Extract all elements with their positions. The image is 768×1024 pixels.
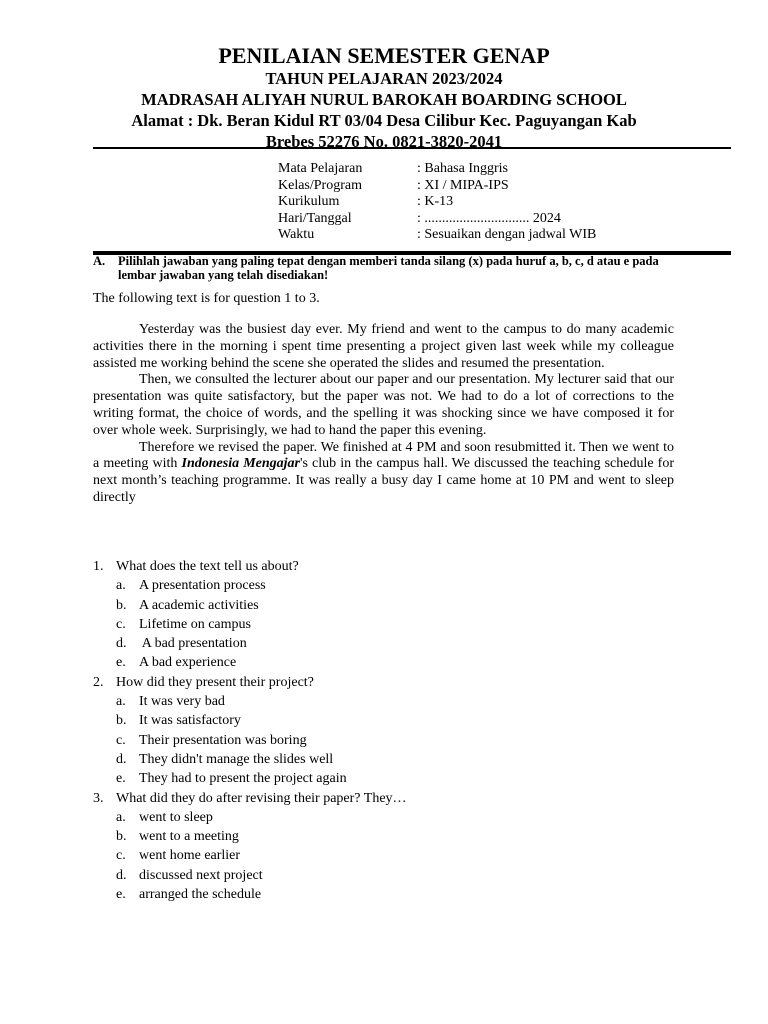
exam-info-value: : .............................. 2024 — [417, 210, 561, 226]
option-text: It was very bad — [139, 694, 225, 710]
exam-info-label: Hari/Tanggal — [278, 210, 352, 226]
question-number: 3. — [93, 790, 104, 806]
exam-info-row — [278, 161, 596, 178]
option-text: went to a meeting — [139, 829, 239, 845]
exam-info-table — [278, 161, 596, 244]
exam-info-row — [278, 227, 596, 244]
reading-passage — [93, 322, 674, 507]
question — [93, 557, 693, 576]
answer-option — [93, 866, 693, 885]
option-letter: a. — [116, 578, 126, 594]
option-letter: b. — [116, 829, 127, 845]
answer-option — [93, 692, 693, 711]
question-text: How did they present their project? — [116, 674, 314, 690]
answer-option — [93, 750, 693, 769]
option-letter: c. — [116, 848, 126, 864]
instruction-text: Pilihlah jawaban yang paling tepat dengan memberi tanda silang (x) pada huruf a, b, c, d atau e pada lembar jawaban yang telah disediakan! — [118, 254, 659, 282]
option-text: discussed next project — [139, 867, 263, 883]
academic-year: TAHUN PELAJARAN 2023/2024 — [265, 69, 503, 88]
option-letter: e. — [116, 771, 126, 787]
exam-info-row — [278, 178, 596, 195]
passage-lead: The following text is for question 1 to 3. — [93, 291, 320, 306]
option-letter: e. — [116, 655, 126, 671]
option-text: went home earlier — [139, 848, 241, 864]
exam-info-label: Kelas/Program — [278, 177, 362, 193]
option-letter: e. — [116, 887, 126, 903]
passage-paragraph: Then, we consulted the lecturer about our paper and our presentation. My lecturer said that our presentation was quite satisfactory, but the paper was not. We had to do a lot of corrections to the writing format, the choice of words, and the spelling it was shocking since we have composed it for over whole week. Surprisingly, we had to hand the paper this evening. — [93, 372, 674, 438]
answer-option — [93, 576, 693, 595]
option-letter: d. — [116, 867, 127, 883]
answer-option — [93, 827, 693, 846]
header-divider — [93, 147, 731, 149]
option-letter: c. — [116, 732, 126, 748]
exam-header — [0, 42, 768, 152]
exam-info-value: : Bahasa Inggris — [417, 161, 508, 176]
answer-option — [93, 634, 693, 653]
option-text: It was satisfactory — [139, 713, 241, 729]
answer-option — [93, 615, 693, 634]
exam-info-value: : K-13 — [417, 194, 454, 210]
question-list — [93, 557, 693, 904]
question-text: What does the text tell us about? — [116, 559, 299, 574]
exam-info-label: Mata Pelajaran — [278, 161, 363, 176]
option-text: A bad experience — [139, 655, 237, 671]
school-name: MADRASAH ALIYAH NURUL BAROKAH BOARDING SCHOOL — [141, 90, 627, 109]
exam-info-row — [278, 194, 596, 211]
school-address-line2: Brebes 52276 No. 0821-3820-2041 — [265, 132, 503, 151]
question-text: What did they do after revising their paper? They… — [116, 790, 407, 806]
option-letter: a. — [116, 809, 126, 825]
answer-option — [93, 846, 693, 865]
answer-option — [93, 653, 693, 672]
option-letter: b. — [116, 597, 127, 613]
answer-option — [93, 731, 693, 750]
passage-paragraph — [93, 440, 674, 507]
option-text: went to sleep — [139, 809, 213, 825]
exam-info-label: Waktu — [278, 227, 315, 243]
option-text: A academic activities — [139, 597, 259, 613]
exam-info-label: Kurikulum — [278, 194, 340, 210]
question — [93, 673, 693, 692]
option-letter: d. — [116, 751, 127, 767]
question — [93, 789, 693, 808]
option-text: Their presentation was boring — [139, 732, 307, 748]
option-letter: c. — [116, 616, 126, 632]
option-text: arranged the schedule — [139, 887, 262, 903]
section-letter: A. — [93, 254, 106, 268]
option-text: A bad presentation — [139, 636, 247, 652]
option-text: Lifetime on campus — [139, 616, 251, 632]
option-letter: b. — [116, 713, 127, 729]
answer-option — [93, 885, 693, 904]
option-letter: d. — [116, 636, 127, 652]
exam-info-row — [278, 211, 596, 228]
passage-text: Therefore we revised the paper. We finished at 4 PM and soon resubmitted it. Then we went to a meeting with — [93, 439, 674, 472]
answer-option — [93, 769, 693, 788]
question-number: 1. — [93, 559, 104, 574]
option-text: They didn't manage the slides well — [139, 751, 334, 767]
school-address-line1: Alamat : Dk. Beran Kidul RT 03/04 Desa Cilibur Kec. Paguyangan Kab — [131, 111, 637, 130]
answer-option — [93, 808, 693, 827]
section-instruction — [93, 254, 678, 282]
option-text: They had to present the project again — [139, 771, 347, 787]
question-number: 2. — [93, 674, 104, 690]
passage-text: 's club in the campus hall. We discussed the teaching schedule for next month’s teaching programme. It was really a busy day I came home at 10 PM and went to sleep directly — [93, 456, 675, 505]
exam-info-value: : XI / MIPA-IPS — [417, 177, 509, 193]
option-text: A presentation process — [139, 578, 266, 594]
program-name: Indonesia Mengajar — [181, 456, 300, 472]
answer-option — [93, 596, 693, 615]
passage-paragraph: Yesterday was the busiest day ever. My friend and went to the campus to do many academic activities there in the morning i spent time presenting a project given last week while my colleague assisted me working behind the scene she operated the slides and resumed the presentation. — [93, 322, 674, 371]
option-letter: a. — [116, 694, 126, 710]
answer-option — [93, 711, 693, 730]
exam-title: PENILAIAN SEMESTER GENAP — [218, 43, 550, 68]
exam-info-value: : Sesuaikan dengan jadwal WIB — [417, 227, 597, 243]
